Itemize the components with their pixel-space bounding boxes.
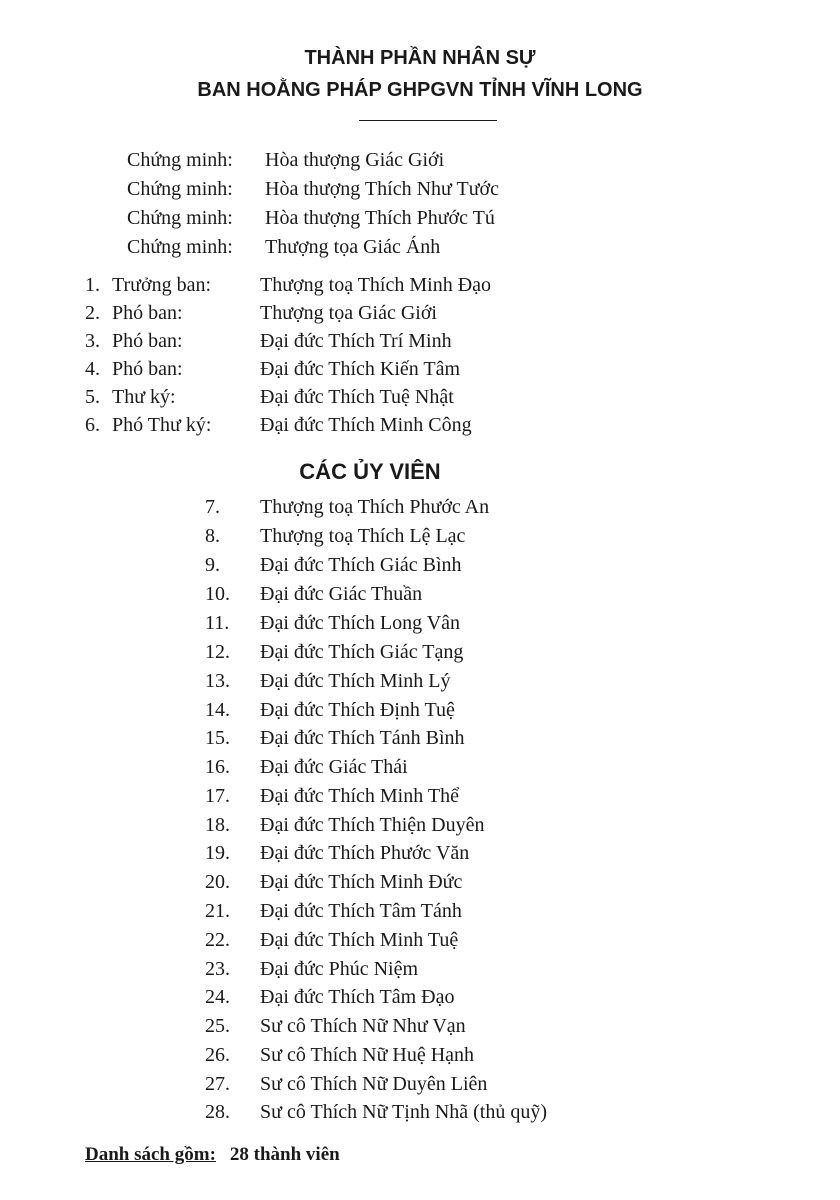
chung-minh-role: Chứng minh: [127, 149, 233, 171]
member-number: 7. [205, 496, 220, 518]
member-name: Đại đức Thích Tâm Đạo [260, 986, 455, 1008]
member-number: 13. [205, 670, 230, 692]
member-name: Sư cô Thích Nữ Duyên Liên [260, 1073, 488, 1095]
member-number: 27. [205, 1073, 230, 1095]
officer-name: Thượng toạ Thích Minh Đạo [260, 274, 492, 296]
officer-role: Phó Thư ký: [112, 414, 212, 436]
officer-number: 5. [85, 386, 100, 408]
member-number: 25. [205, 1015, 230, 1037]
officer-name: Đại đức Thích Trí Minh [260, 330, 452, 352]
member-name: Sư cô Thích Nữ Tịnh Nhã (thủ quỹ) [260, 1101, 548, 1123]
member-number: 9. [205, 554, 220, 576]
member-name: Đại đức Thích Minh Lý [260, 670, 451, 692]
chung-minh-role: Chứng minh: [127, 236, 233, 258]
member-number: 19. [205, 842, 230, 864]
member-name: Đại đức Thích Minh Tuệ [260, 929, 459, 951]
member-name: Đại đức Thích Định Tuệ [260, 699, 455, 721]
officer-name: Đại đức Thích Tuệ Nhật [260, 386, 454, 408]
member-number: 22. [205, 929, 230, 951]
member-name: Đại đức Phúc Niệm [260, 958, 419, 980]
chung-minh-role: Chứng minh: [127, 207, 233, 229]
document-subtitle: BAN HOẰNG PHÁP GHPGVN TỈNH VĨNH LONG [197, 79, 643, 101]
member-name: Đại đức Giác Thuần [260, 583, 423, 605]
chung-minh-name: Hòa thượng Thích Như Tước [265, 178, 500, 200]
member-number: 20. [205, 871, 230, 893]
officer-number: 2. [85, 302, 100, 324]
member-number: 15. [205, 727, 230, 749]
committee-heading: CÁC ỦY VIÊN [299, 459, 441, 484]
member-number: 23. [205, 958, 230, 980]
member-number: 8. [205, 525, 220, 547]
officer-role: Phó ban: [112, 302, 183, 324]
member-number: 21. [205, 900, 230, 922]
member-name: Đại đức Thích Thiện Duyên [260, 814, 485, 836]
member-number: 10. [205, 583, 230, 605]
member-number: 24. [205, 986, 230, 1008]
officer-number: 6. [85, 414, 100, 436]
member-name: Sư cô Thích Nữ Như Vạn [260, 1015, 466, 1037]
officer-name: Thượng tọa Giác Giới [260, 302, 437, 324]
officer-role: Thư ký: [112, 386, 176, 408]
member-number: 12. [205, 641, 230, 663]
member-number: 18. [205, 814, 230, 836]
member-number: 16. [205, 756, 230, 778]
officer-name: Đại đức Thích Minh Công [260, 414, 472, 436]
member-name: Sư cô Thích Nữ Huệ Hạnh [260, 1044, 475, 1066]
member-name: Đại đức Thích Giác Tạng [260, 641, 464, 663]
officer-role: Phó ban: [112, 330, 183, 352]
officer-role: Trưởng ban: [112, 274, 212, 296]
member-count-summary [85, 1142, 340, 1168]
member-number: 14. [205, 699, 230, 721]
member-name: Đại đức Thích Tánh Bình [260, 727, 465, 749]
title-divider [359, 120, 497, 121]
member-number: 28. [205, 1101, 230, 1123]
member-number: 17. [205, 785, 230, 807]
chung-minh-name: Thượng tọa Giác Ánh [265, 236, 441, 258]
member-count-value: 28 thành viên [229, 1144, 340, 1165]
officer-role: Phó ban: [112, 358, 183, 380]
member-name: Thượng toạ Thích Lệ Lạc [260, 525, 466, 547]
document-title: THÀNH PHẦN NHÂN SỰ [304, 47, 536, 69]
officer-number: 3. [85, 330, 100, 352]
chung-minh-name: Hòa thượng Thích Phước Tú [265, 207, 495, 229]
member-name: Đại đức Thích Giác Bình [260, 554, 462, 576]
officer-name: Đại đức Thích Kiến Tâm [260, 358, 461, 380]
member-name: Thượng toạ Thích Phước An [260, 496, 490, 518]
member-name: Đại đức Thích Minh Đức [260, 871, 463, 893]
member-number: 11. [205, 612, 230, 634]
member-name: Đại đức Thích Minh Thể [260, 785, 459, 807]
chung-minh-name: Hòa thượng Giác Giới [265, 149, 445, 171]
member-name: Đại đức Thích Phước Văn [260, 842, 470, 864]
member-number: 26. [205, 1044, 230, 1066]
member-name: Đại đức Giác Thái [260, 756, 408, 778]
chung-minh-role: Chứng minh: [127, 178, 233, 200]
member-name: Đại đức Thích Tâm Tánh [260, 900, 462, 922]
member-count-label: Danh sách gồm: [85, 1144, 216, 1165]
member-name: Đại đức Thích Long Vân [260, 612, 461, 634]
officer-number: 4. [85, 358, 100, 380]
officer-number: 1. [85, 274, 100, 296]
